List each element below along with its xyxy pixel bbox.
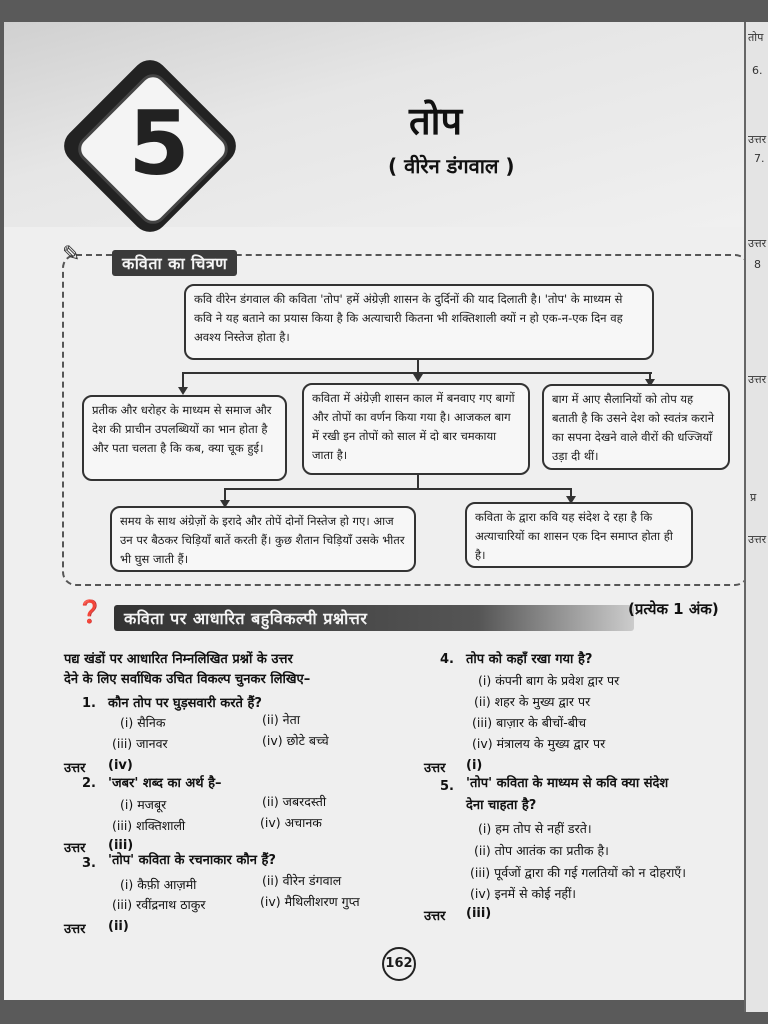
flow-connector bbox=[182, 372, 184, 388]
textbook-page bbox=[4, 22, 744, 1000]
mcq-intro: पद्य खंडों पर आधारित निम्नलिखित प्रश्नों के उत्तर bbox=[64, 652, 293, 667]
question-number: 3. bbox=[82, 856, 96, 871]
option: (iv) इनमें से कोई नहीं। bbox=[470, 886, 577, 901]
option: (iv) अचानक bbox=[260, 815, 322, 830]
option: (iv) मंत्रालय के मुख्य द्वार पर bbox=[472, 736, 606, 751]
option: (ii) जबरदस्ती bbox=[262, 794, 327, 809]
option: (iii) बाज़ार के बीचों-बीच bbox=[472, 715, 587, 730]
flow-connector bbox=[417, 360, 419, 374]
edge-fragment: 8 bbox=[754, 258, 761, 271]
flow-box-middle: कविता में अंग्रेज़ी शासन काल में बनवाए गए बागों और तोपों का वर्णन किया गया है। आजकल बाग में रखी इन तोपों को साल में दो बार चमकाया जाता है। bbox=[302, 383, 530, 475]
edge-fragment: उत्तर bbox=[748, 533, 767, 546]
answer-label: उत्तर bbox=[64, 761, 86, 776]
question-text: 'जबर' शब्द का अर्थ है– bbox=[108, 776, 222, 791]
flow-heading: कविता का चित्रण bbox=[112, 250, 237, 276]
option: (iii) जानवर bbox=[112, 736, 168, 751]
edge-fragment: तोप bbox=[748, 31, 764, 44]
option: (ii) नेता bbox=[262, 712, 300, 727]
option: (iii) पूर्वजों द्वारा की गई गलतियों को न दोहराएँ। bbox=[470, 865, 686, 880]
edge-fragment: 7. bbox=[754, 152, 765, 165]
answer-label: उत्तर bbox=[424, 909, 446, 924]
mcq-heading: कविता पर आधारित बहुविकल्पी प्रश्नोत्तर bbox=[114, 605, 634, 631]
answer-value: (iii) bbox=[108, 838, 134, 853]
question-text: कौन तोप पर घुड़सवारी करते हैं? bbox=[108, 696, 262, 711]
answer-label: उत्तर bbox=[424, 761, 446, 776]
page-number: 162 bbox=[382, 947, 416, 981]
edge-fragment: उत्तर bbox=[748, 133, 767, 146]
option: (i) कंपनी बाग के प्रवेश द्वार पर bbox=[478, 673, 620, 688]
mcq-intro: देने के लिए सर्वाधिक उचित विकल्प चुनकर लिखिए– bbox=[64, 672, 311, 687]
arrow-down-icon bbox=[178, 387, 188, 395]
question-icon: ❓ bbox=[76, 600, 104, 625]
flow-box-top: कवि वीरेन डंगवाल की कविता 'तोप' हमें अंग्रेज़ी शासन के दुर्दिनों की याद दिलाती है। 'तोप' के माध्यम से कवि ने यह बताने का प्रयास किया है कि अत्याचारी कितना भी शक्तिशाली क्यों न हो एक-न-एक दिन वह अवश्य निस्तेज होता है। bbox=[184, 284, 654, 360]
edge-fragment: उत्तर bbox=[748, 373, 767, 386]
question-number: 4. bbox=[440, 652, 454, 667]
answer-value: (iii) bbox=[466, 906, 492, 921]
question-text: 'तोप' कविता के माध्यम से कवि क्या संदेश bbox=[466, 776, 669, 791]
question-number: 2. bbox=[82, 776, 96, 791]
option: (iv) छोटे बच्चे bbox=[262, 733, 329, 748]
chapter-title: तोप bbox=[409, 99, 463, 143]
question-text: तोप को कहाँ रखा गया है? bbox=[466, 652, 593, 667]
flow-box-bottom-right: कविता के द्वारा कवि यह संदेश दे रहा है कि अत्याचारियों का शासन एक दिन समाप्त होता ही है। bbox=[465, 502, 693, 568]
question-text: देना चाहता है? bbox=[466, 798, 537, 813]
edge-fragment: उत्तर bbox=[748, 237, 767, 250]
option: (iii) शक्तिशाली bbox=[112, 818, 186, 833]
marks-note: (प्रत्येक 1 अंक) bbox=[628, 600, 719, 618]
option: (i) मजबूर bbox=[120, 797, 167, 812]
answer-value: (iv) bbox=[108, 758, 133, 773]
notepad-icon: ✎ bbox=[62, 242, 81, 267]
option: (i) कैफ़ी आज़मी bbox=[120, 877, 197, 892]
flow-box-left: प्रतीक और धरोहर के माध्यम से समाज और देश की प्राचीन उपलब्धियों का भान होता है और पता चलता है कि कब, क्या चूक हुई। bbox=[82, 395, 287, 481]
flow-connector bbox=[417, 475, 419, 489]
chapter-number: 5 bbox=[128, 92, 190, 195]
arrow-down-icon bbox=[413, 374, 423, 382]
flow-connector bbox=[224, 488, 572, 490]
question-number: 5. bbox=[440, 779, 454, 794]
flow-box-bottom-left: समय के साथ अंग्रेज़ों के इरादे और तोपें दोनों निस्तेज हो गए। आज उन पर बैठकर चिड़ियाँ बातें करती हैं। कुछ शैतान चिड़ियाँ उसके भीतर भी घुस जाती हैं। bbox=[110, 506, 416, 572]
question-text: 'तोप' कविता के रचनाकार कौन हैं? bbox=[108, 853, 276, 868]
next-page-edge bbox=[744, 22, 768, 1012]
option: (ii) वीरेन डंगवाल bbox=[262, 873, 342, 888]
edge-fragment: 6. bbox=[752, 64, 763, 77]
option: (iii) रवींद्रनाथ ठाकुर bbox=[112, 897, 206, 912]
option: (i) सैनिक bbox=[120, 715, 166, 730]
option: (ii) शहर के मुख्य द्वार पर bbox=[474, 694, 591, 709]
answer-label: उत्तर bbox=[64, 922, 86, 937]
chapter-author: ( वीरेन डंगवाल ) bbox=[388, 154, 515, 178]
edge-fragment: प्र bbox=[750, 491, 757, 504]
flow-box-right: बाग में आए सैलानियों को तोप यह बताती है कि उसने देश को स्वतंत्र कराने का सपना देखने वाले वीरों की धज्जियाँ उड़ा दी थीं। bbox=[542, 384, 730, 470]
question-number: 1. bbox=[82, 696, 96, 711]
option: (i) हम तोप से नहीं डरते। bbox=[478, 821, 592, 836]
option: (ii) तोप आतंक का प्रतीक है। bbox=[474, 843, 609, 858]
option: (iv) मैथिलीशरण गुप्त bbox=[260, 894, 360, 909]
answer-value: (i) bbox=[466, 758, 483, 773]
answer-label: उत्तर bbox=[64, 841, 86, 856]
answer-value: (ii) bbox=[108, 919, 129, 934]
